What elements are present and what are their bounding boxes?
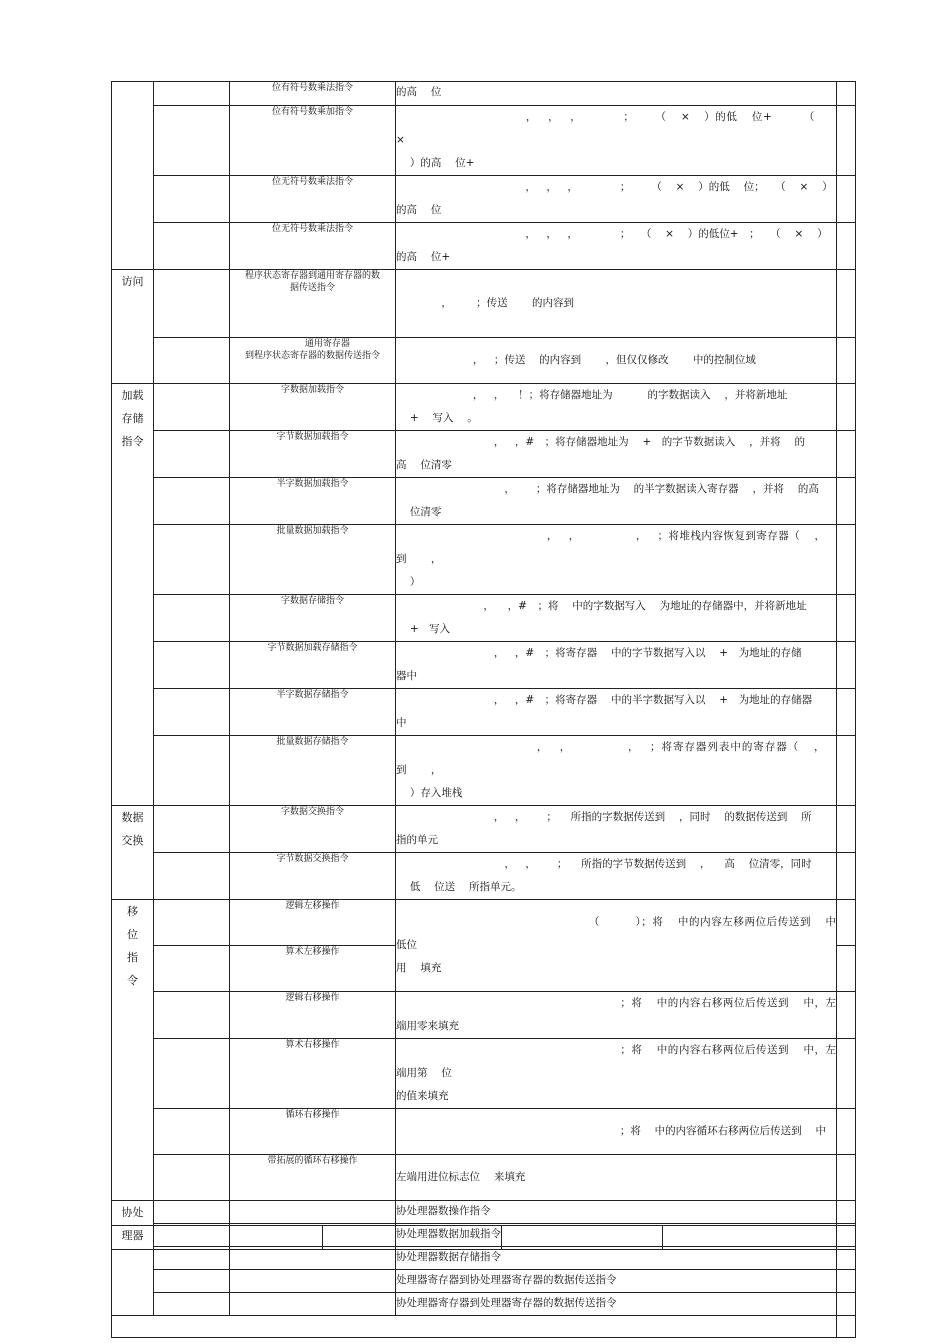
instruction-description: ， ， ， ； （ × ）的低位+ ； （ × ） 的高 位+	[396, 223, 837, 270]
instruction-name: 字数据存储指令	[230, 595, 396, 642]
instruction-name: 逻辑左移操作	[230, 900, 396, 946]
instruction-description: （ ）；将 中的内容左移两位后传送到 中 低位 用 填充	[396, 900, 837, 992]
instruction-description: ， ；传送 的内容到	[396, 270, 837, 338]
instruction-name: 半字数据存储指令	[230, 689, 396, 736]
blank-cell	[502, 1226, 663, 1250]
table-row	[112, 338, 856, 384]
blank-cell	[837, 338, 856, 384]
instruction-name: 字节数据加载存储指令	[230, 642, 396, 689]
instruction-description: ；将 中的内容右移两位后传送到 中，左端用第 位 的值来填充	[396, 1039, 837, 1109]
blank-cell	[154, 853, 230, 900]
blank-cell	[837, 642, 856, 689]
blank-cell	[154, 1270, 230, 1293]
instruction-name: 算术左移操作	[230, 946, 396, 992]
blank-cell	[837, 736, 856, 806]
instruction-name: 位有符号数乘法指令	[230, 82, 396, 106]
blank-cell	[154, 642, 230, 689]
blank-cell	[837, 82, 856, 106]
instruction-description: 的高 位	[396, 82, 837, 106]
blank-cell	[154, 992, 230, 1039]
instruction-description: ， ， ； 所指的字数据传送到 ，同时 的数据传送到 所 指的单元	[396, 806, 837, 853]
blank-cell	[154, 1201, 230, 1224]
blank-cell	[154, 1109, 230, 1155]
blank-cell	[837, 946, 856, 992]
instruction-description: ；将 中的内容右移两位后传送到 中，左端用零来填充	[396, 992, 837, 1039]
blank-cell	[837, 431, 856, 478]
table-row	[112, 106, 856, 176]
table-row	[112, 1109, 856, 1155]
table-row	[112, 478, 856, 525]
table-row	[112, 270, 856, 338]
instruction-table	[111, 81, 856, 1338]
instruction-description: ， ，# ；将寄存器 中的字节数据写入以 + 为地址的存储 器中	[396, 642, 837, 689]
table-row	[112, 1316, 856, 1338]
instruction-name: 批量数据加载指令	[230, 525, 396, 595]
blank-cell	[112, 1316, 837, 1338]
blank-cell	[663, 1226, 856, 1250]
instruction-name: 批量数据存储指令	[230, 736, 396, 806]
table-row	[112, 1293, 856, 1316]
table-row	[112, 736, 856, 806]
instruction-name: 通用寄存器 到程序状态寄存器的数据传送指令	[230, 338, 396, 384]
blank-cell	[154, 478, 230, 525]
blank-cell	[837, 992, 856, 1039]
blank-cell	[837, 223, 856, 270]
instruction-name: 位无符号数乘法指令	[230, 223, 396, 270]
blank-cell	[837, 1270, 856, 1293]
blank-cell	[837, 1316, 856, 1338]
blank-cell	[837, 1109, 856, 1155]
instruction-description: ， ， ， ；将堆栈内容恢复到寄存器（ ， 到 ， ）	[396, 525, 837, 595]
blank-cell	[230, 1270, 396, 1293]
blank-cell	[112, 1226, 154, 1250]
instruction-name: 算术右移操作	[230, 1039, 396, 1109]
blank-cell	[154, 689, 230, 736]
category-coprocessor: 协处 理器	[112, 1201, 154, 1316]
blank-cell	[154, 525, 230, 595]
blank-cell	[837, 1155, 856, 1201]
blank-cell	[323, 1226, 502, 1250]
instruction-name: 程序状态寄存器到通用寄存器的数 据传送指令	[230, 270, 396, 338]
instruction-description: ， ， ； 所指的字节数据传送到 ， 高 位清零，同时 低 位送 所指单元。	[396, 853, 837, 900]
blank-cell	[154, 736, 230, 806]
blank-cell	[154, 384, 230, 431]
instruction-name: 位有符号数乘加指令	[230, 106, 396, 176]
blank-cell	[154, 806, 230, 853]
blank-cell	[837, 478, 856, 525]
instruction-description: 处理器寄存器到协处理器寄存器的数据传送指令	[396, 1270, 837, 1293]
instruction-description: ， ；传送 的内容到 ，但仅仅修改 中的控制位域	[396, 338, 837, 384]
table-row	[112, 431, 856, 478]
blank-cell	[837, 1201, 856, 1224]
blank-cell	[837, 525, 856, 595]
table-row	[112, 595, 856, 642]
instruction-description: 左端用进位标志位 来填充	[396, 1155, 837, 1201]
instruction-description: ， ， ， ；将寄存器列表中的寄存器（ ， 到 ， ）存入堆栈	[396, 736, 837, 806]
blank-cell	[154, 106, 230, 176]
instruction-description: ， ， ！；将存储器地址为 的字数据读入 ，并将新地址 + 写入 。	[396, 384, 837, 431]
blank-cell	[154, 595, 230, 642]
blank-cell	[837, 1039, 856, 1109]
instruction-description: ， ；将存储器地址为 的半字数据读入寄存器 ，并将 的高 位清零	[396, 478, 837, 525]
table-row	[112, 1201, 856, 1224]
instruction-description: 协处理器数据加载指令	[396, 1224, 837, 1247]
blank-cell	[154, 82, 230, 106]
table-row	[112, 384, 856, 431]
blank-cell	[154, 946, 230, 992]
category-access: 访问	[112, 270, 154, 384]
instruction-description: ， ， ， ； （ × ）的低 位+ （ × ）的高 位+	[396, 106, 837, 176]
instruction-description: 协处理器数操作指令	[396, 1201, 837, 1224]
blank-cell	[154, 270, 230, 338]
blank-cell	[154, 1039, 230, 1109]
instruction-name: 字数据交换指令	[230, 806, 396, 853]
table-row	[112, 853, 856, 900]
blank-cell	[154, 176, 230, 223]
table-row	[112, 642, 856, 689]
table-row	[112, 689, 856, 736]
instruction-description: 协处理器数据存储指令	[396, 1247, 837, 1270]
blank-cell	[154, 900, 230, 946]
blank-cell	[837, 176, 856, 223]
category-load-store: 加载 存储 指令	[112, 384, 154, 806]
instruction-name: 半字数据加载指令	[230, 478, 396, 525]
footer-table	[111, 1225, 856, 1250]
table-row	[112, 806, 856, 853]
blank-cell	[837, 1293, 856, 1316]
instruction-name: 带拓展的循环右移操作	[230, 1155, 396, 1201]
blank-cell	[154, 338, 230, 384]
table-row	[112, 223, 856, 270]
table-row	[112, 900, 856, 946]
blank-cell	[230, 1201, 396, 1224]
instruction-name: 逻辑右移操作	[230, 992, 396, 1039]
blank-cell	[154, 1226, 323, 1250]
blank-cell	[837, 806, 856, 853]
instruction-name: 循环右移操作	[230, 1109, 396, 1155]
table-row	[112, 1039, 856, 1109]
blank-cell	[154, 223, 230, 270]
blank-cell	[154, 1293, 230, 1316]
instruction-name: 字节数据交换指令	[230, 853, 396, 900]
instruction-name: 字节数据加载指令	[230, 431, 396, 478]
table-row	[112, 1226, 856, 1250]
blank-cell	[837, 853, 856, 900]
blank-cell	[837, 270, 856, 338]
blank-cell	[837, 689, 856, 736]
blank-cell	[837, 384, 856, 431]
category-exchange: 数据 交换	[112, 806, 154, 900]
instruction-description: ， ，# ；将寄存器 中的半字数据写入以 + 为地址的存储器 中	[396, 689, 837, 736]
instruction-name: 字数据加载指令	[230, 384, 396, 431]
table-row	[112, 525, 856, 595]
blank-cell	[154, 1155, 230, 1201]
category-cell-multiply	[112, 82, 154, 270]
table-row	[112, 992, 856, 1039]
blank-cell	[154, 431, 230, 478]
table-row	[112, 1155, 856, 1201]
table-row	[112, 1270, 856, 1293]
category-shift: 移 位 指 令	[112, 900, 154, 1201]
blank-cell	[837, 900, 856, 946]
instruction-description: ， ，# ；将存储器地址为 + 的字节数据读入 ，并将 的 高 位清零	[396, 431, 837, 478]
blank-cell	[837, 106, 856, 176]
table-row	[112, 82, 856, 106]
blank-cell	[837, 595, 856, 642]
instruction-description: ；将 中的内容循环右移两位后传送到 中	[396, 1109, 837, 1155]
blank-cell	[230, 1293, 396, 1316]
instruction-description: 协处理器寄存器到处理器寄存器的数据传送指令	[396, 1293, 837, 1316]
instruction-description: ， ， ， ； （ × ）的低 位； （ × ） 的高 位	[396, 176, 837, 223]
table-row	[112, 176, 856, 223]
instruction-description: ， ，# ；将 中的字数据写入 为地址的存储器中，并将新地址 + 写入	[396, 595, 837, 642]
instruction-name: 位无符号数乘法指令	[230, 176, 396, 223]
